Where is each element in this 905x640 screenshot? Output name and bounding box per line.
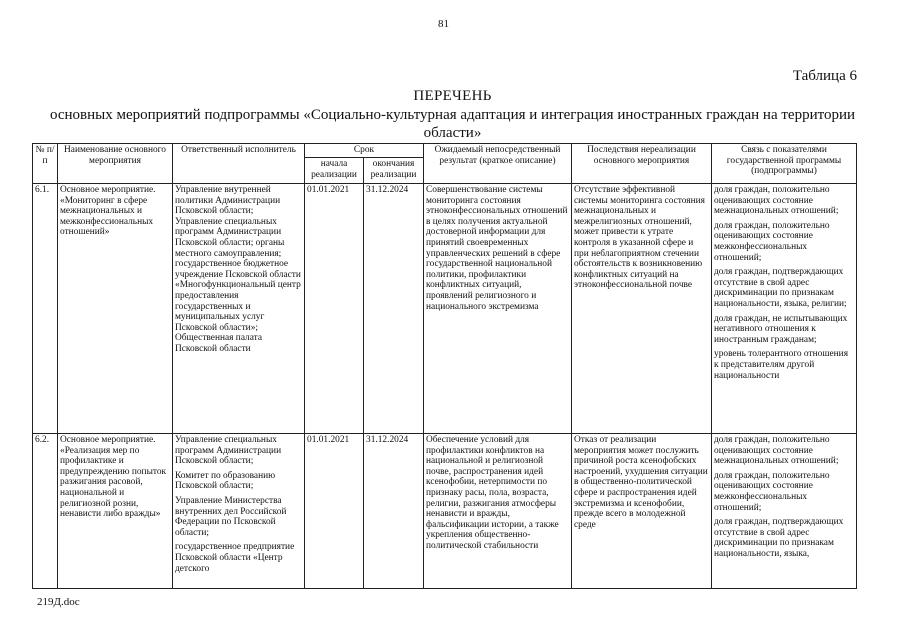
header-result: Ожидаемый непосредственный результат (краткое описание) [424, 144, 572, 184]
row-name: Основное мероприятие. «Мониторинг в сфере межнациональных и межконфессиональных отношений» [58, 184, 173, 434]
responsible-entry: Управление специальных программ Администрации Псковской области; [175, 216, 282, 248]
header-consequences: Последствия нереализации основного мероприятия [572, 144, 712, 184]
indicator-entry: доля граждан, подтверждающих отсутствие в свой адрес дискриминации по признакам национальности, языка, [714, 517, 844, 559]
table-label: Таблица 6 [792, 68, 857, 84]
row-consequences: Отказ от реализации мероприятия может послужить причиной роста ксенофобских настроений, ухудшения ситуации в общественно-политической сфере и распространения идей экстремизма и ксенофобии, прежде всего в молодежной среде [572, 434, 712, 589]
row-responsible [173, 184, 305, 434]
responsible-entry: Общественная палата Псковской области [175, 333, 263, 354]
row-link [712, 434, 857, 589]
indicator-entry: доля граждан, положительно оценивающих состояние межконфессиональных отношений; [714, 470, 830, 513]
row-start: 01.01.2021 [305, 184, 364, 434]
table-row [33, 184, 857, 434]
header-name: Наименование основного мероприятия [58, 144, 173, 184]
footer-filename: 219Д.doc [37, 596, 80, 608]
header-start: начала реализации [305, 158, 364, 184]
measures-table [32, 143, 857, 589]
document-title: ПЕРЕЧЕНЬ [413, 88, 492, 104]
indicator-entry: доля граждан, положительно оценивающих состояние межнациональных отношений; [714, 185, 839, 217]
table-row [33, 434, 857, 589]
indicator-entry: уровень толерантного отношения к представителям другой национальности [714, 349, 849, 381]
header-link: Связь с показателями государственной программы (подпрограммы) [712, 144, 857, 184]
indicator-entry: доля граждан, подтверждающих отсутствие в свой адрес дискриминации по признакам национальности, языка, религии; [714, 267, 847, 309]
header-term: Срок [305, 144, 424, 158]
header-responsible: Ответственный исполнитель [173, 144, 305, 184]
responsible-entry: органы местного самоуправления; [175, 237, 285, 259]
responsible-entry: государственное предприятие Псковской области «Центр детского [175, 542, 295, 574]
responsible-entry: Управление Министерства внутренних дел Российской Федерации по Псковской области; [175, 495, 287, 538]
row-num: 6.1. [33, 184, 58, 434]
page-number: 81 [438, 18, 449, 30]
row-end: 31.12.2024 [364, 184, 424, 434]
document-subtitle: основных мероприятий подпрограммы «Социально-культурная адаптация и интеграция иностранных граждан на территории области» [49, 107, 856, 141]
responsible-entry: Управление специальных программ Администрации Псковской области; [175, 435, 282, 467]
responsible-entry: государственное бюджетное учреждение Псковской области «Многофункциональный центр предоставления государственных и муниципальных услуг Псковской области»; [175, 259, 301, 333]
row-name: Основное мероприятие. «Реализация мер по профилактике и предупреждению попыток разжигания расовой, национальной и религиозной розни, ненависти либо вражды» [58, 434, 173, 589]
row-consequences: Отсутствие эффективной системы мониторинга состояния межнациональных и межрелигиозных отношений, может привести к утрате контроля в указанной сфере и при неблагоприятном стечении обстоятельств к возникновению конфликтных ситуаций на этноконфессиональной почве [572, 184, 712, 434]
header-num: № п/п [33, 144, 58, 184]
header-end: окончания реализации [364, 158, 424, 184]
row-end: 31.12.2024 [364, 434, 424, 589]
row-result: Обеспечение условий для профилактики конфликтов на национальной и религиозной почве, распространения идей ксенофобии, нетерпимости по признаку расы, пола, возраста, религии, разжигания атмосферы ненависти и вражды, фальсификации истории, а также укрепления общественно-политической стабильности [424, 434, 572, 589]
row-result: Совершенствование системы мониторинга состояния этноконфессиональных отношений в целях получения актуальной достоверной информации для принятий своевременных управленческих решений в сфере государственной национальной политики, профилактики конфликтных ситуаций, проявлений религиозного и национального экстремизма [424, 184, 572, 434]
indicator-entry: доля граждан, положительно оценивающих состояние межконфессиональных отношений; [714, 220, 830, 263]
row-link [712, 184, 857, 434]
row-responsible [173, 434, 305, 589]
indicator-entry: доля граждан, положительно оценивающих состояние межнациональных отношений; [714, 435, 839, 467]
responsible-entry: Комитет по образованию Псковской области; [175, 470, 276, 492]
row-num: 6.2. [33, 434, 58, 589]
row-start: 01.01.2021 [305, 434, 364, 589]
indicator-entry: доля граждан, не испытывающих негативного отношения к иностранным гражданам; [714, 313, 848, 345]
responsible-entry: Управление внутренней политики Администрации Псковской области; [175, 185, 281, 217]
